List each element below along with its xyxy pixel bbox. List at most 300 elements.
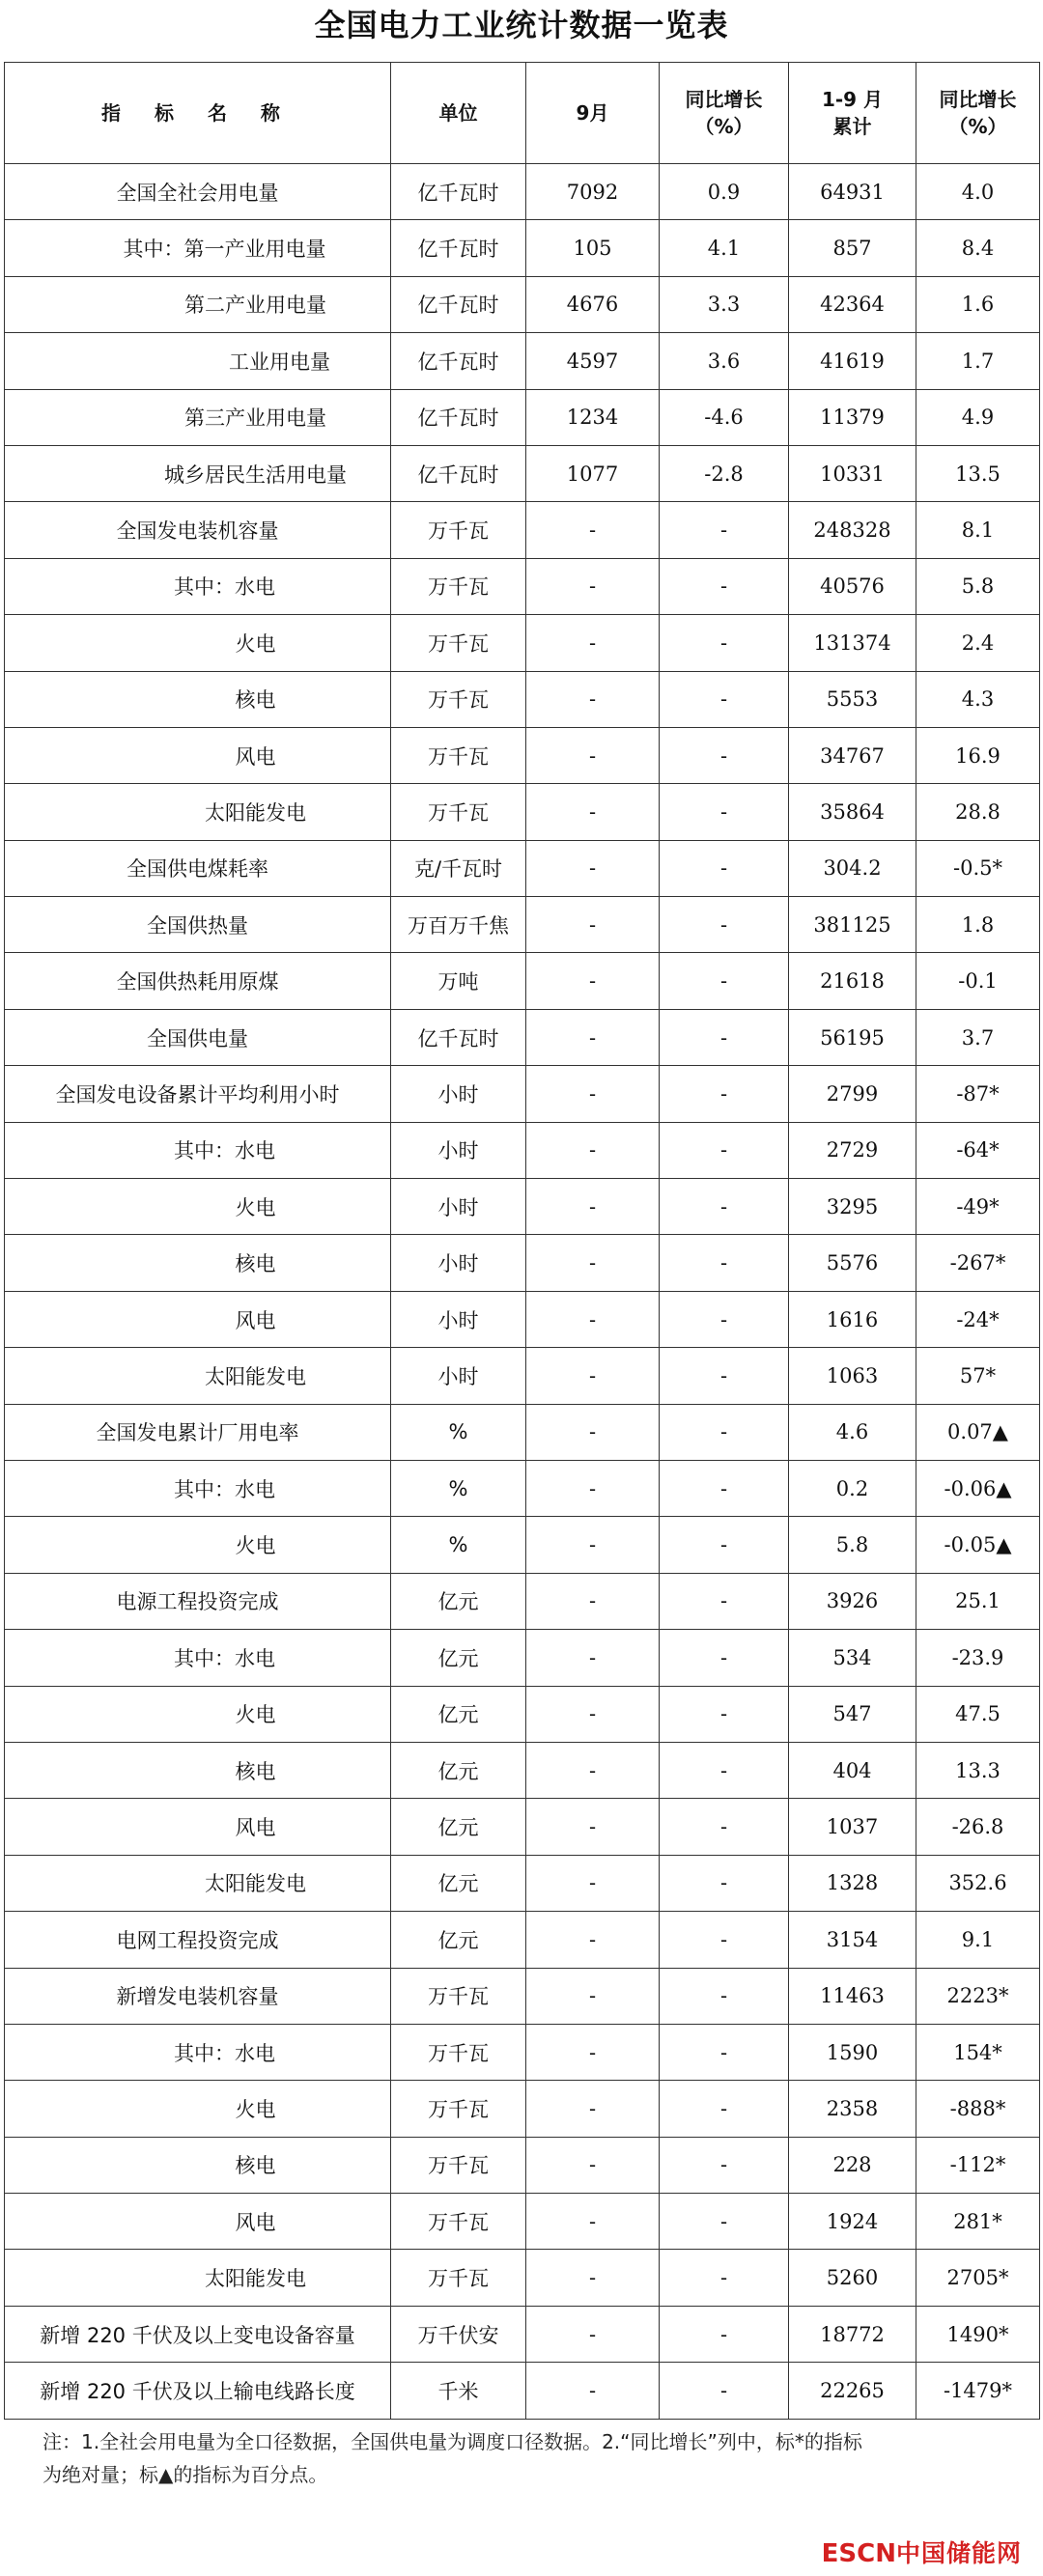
month-value-cell: - [526, 1742, 660, 1798]
month-value-cell: - [526, 1291, 660, 1347]
indicator-name-cell: 全国发电累计厂用电率 [5, 1404, 391, 1460]
cumulative-yoy-cell: -26.8 [916, 1799, 1040, 1855]
unit-cell: 亿元 [391, 1912, 526, 1968]
cumulative-value-cell: 547 [789, 1686, 916, 1742]
month-yoy-cell: - [660, 615, 789, 671]
indicator-name-cell: 工业用电量 [5, 333, 391, 389]
table-row [5, 2024, 1040, 2080]
table-row [5, 1009, 1040, 1065]
month-value-cell: - [526, 2306, 660, 2362]
month-yoy-cell: - [660, 1855, 789, 1911]
table-row [5, 1291, 1040, 1347]
month-value-cell: - [526, 2137, 660, 2193]
cumulative-value-cell: 42364 [789, 276, 916, 332]
footnote-line2: 为绝对量；标▲的指标为百分点。 [42, 2463, 328, 2486]
cumulative-yoy-cell: 13.5 [916, 445, 1040, 501]
month-yoy-cell: - [660, 1517, 789, 1573]
indicator-name-cell: 全国供电量 [5, 1009, 391, 1065]
unit-cell: 万千瓦 [391, 727, 526, 783]
indicator-name-cell: 全国全社会用电量 [5, 164, 391, 220]
indicator-name-cell: 电网工程投资完成 [5, 1912, 391, 1968]
table-row [5, 502, 1040, 558]
page-title: 全国电力工业统计数据一览表 [314, 7, 729, 43]
table-row [5, 1630, 1040, 1686]
indicator-name-cell: 第三产业用电量 [5, 389, 391, 445]
unit-cell: % [391, 1460, 526, 1516]
indicator-name-cell: 其中：水电 [5, 558, 391, 614]
month-value-cell: - [526, 840, 660, 896]
unit-cell: % [391, 1404, 526, 1460]
escn-logo [822, 2537, 1022, 2570]
cumulative-yoy-cell: -23.9 [916, 1630, 1040, 1686]
month-value-cell: - [526, 2024, 660, 2080]
month-value-cell: - [526, 1855, 660, 1911]
table-row [5, 2306, 1040, 2362]
cumulative-yoy-cell: 154* [916, 2024, 1040, 2080]
cumulative-value-cell: 34767 [789, 727, 916, 783]
table-row [5, 1912, 1040, 1968]
cumulative-value-cell: 1037 [789, 1799, 916, 1855]
cumulative-yoy-cell: 47.5 [916, 1686, 1040, 1742]
table-row [5, 1855, 1040, 1911]
table-body [5, 164, 1040, 2420]
table-row [5, 897, 1040, 953]
table-row [5, 220, 1040, 276]
cumulative-value-cell: 1590 [789, 2024, 916, 2080]
cumulative-yoy-cell: 8.1 [916, 502, 1040, 558]
indicator-name-cell: 全国发电装机容量 [5, 502, 391, 558]
month-value-cell: - [526, 615, 660, 671]
indicator-name-cell: 风电 [5, 1291, 391, 1347]
month-yoy-cell: - [660, 897, 789, 953]
month-yoy-cell: - [660, 953, 789, 1009]
cumulative-yoy-cell: 4.3 [916, 671, 1040, 727]
cumulative-value-cell: 1328 [789, 1855, 916, 1911]
month-yoy-cell: - [660, 1291, 789, 1347]
unit-cell: 小时 [391, 1122, 526, 1178]
indicator-name-cell: 火电 [5, 1517, 391, 1573]
indicator-name-cell: 其中：水电 [5, 2024, 391, 2080]
cumulative-yoy-cell: 4.9 [916, 389, 1040, 445]
header-cumulative-yoy-line1: 同比增长 [939, 88, 1017, 111]
cumulative-yoy-cell: -24* [916, 1291, 1040, 1347]
cumulative-value-cell: 41619 [789, 333, 916, 389]
indicator-name-cell: 其中：水电 [5, 1630, 391, 1686]
indicator-name-cell: 火电 [5, 1179, 391, 1235]
table-row [5, 1404, 1040, 1460]
table-row [5, 1799, 1040, 1855]
cumulative-value-cell: 1063 [789, 1348, 916, 1404]
month-value-cell: - [526, 784, 660, 840]
table-row [5, 953, 1040, 1009]
table-row [5, 2363, 1040, 2419]
month-value-cell: - [526, 1179, 660, 1235]
indicator-name-cell: 第二产业用电量 [5, 276, 391, 332]
cumulative-yoy-cell: 2.4 [916, 615, 1040, 671]
cumulative-yoy-cell: 281* [916, 2194, 1040, 2250]
table-row [5, 840, 1040, 896]
unit-cell: 亿千瓦时 [391, 389, 526, 445]
cumulative-yoy-cell: 9.1 [916, 1912, 1040, 1968]
cumulative-yoy-cell: -1479* [916, 2363, 1040, 2419]
unit-cell: 万千瓦 [391, 2081, 526, 2137]
month-value-cell: - [526, 1968, 660, 2024]
cumulative-value-cell: 64931 [789, 164, 916, 220]
header-unit: 单位 [391, 63, 526, 164]
cumulative-yoy-cell: 25.1 [916, 1573, 1040, 1629]
month-yoy-cell: - [660, 1968, 789, 2024]
cumulative-value-cell: 3295 [789, 1179, 916, 1235]
unit-cell: 小时 [391, 1066, 526, 1122]
indicator-name-cell: 风电 [5, 2194, 391, 2250]
unit-cell: 小时 [391, 1348, 526, 1404]
cumulative-yoy-cell: 1.7 [916, 333, 1040, 389]
month-yoy-cell: - [660, 502, 789, 558]
unit-cell: 小时 [391, 1235, 526, 1291]
month-yoy-cell: - [660, 784, 789, 840]
cumulative-yoy-cell: -0.06▲ [916, 1460, 1040, 1516]
cumulative-value-cell: 381125 [789, 897, 916, 953]
cumulative-yoy-cell: 5.8 [916, 558, 1040, 614]
month-value-cell: 4597 [526, 333, 660, 389]
cumulative-value-cell: 228 [789, 2137, 916, 2193]
table-row [5, 1742, 1040, 1798]
cumulative-value-cell: 1924 [789, 2194, 916, 2250]
cumulative-yoy-cell: 16.9 [916, 727, 1040, 783]
table-row [5, 333, 1040, 389]
month-yoy-cell: - [660, 1066, 789, 1122]
cumulative-value-cell: 2729 [789, 1122, 916, 1178]
table-row [5, 1686, 1040, 1742]
indicator-name-cell: 新增发电装机容量 [5, 1968, 391, 2024]
indicator-name-cell: 太阳能发电 [5, 1855, 391, 1911]
month-value-cell: - [526, 1630, 660, 1686]
month-yoy-cell: - [660, 671, 789, 727]
cumulative-yoy-cell: 2705* [916, 2250, 1040, 2306]
indicator-name-cell: 全国供热耗用原煤 [5, 953, 391, 1009]
unit-cell: 亿千瓦时 [391, 164, 526, 220]
month-value-cell: - [526, 1404, 660, 1460]
cumulative-yoy-cell: 0.07▲ [916, 1404, 1040, 1460]
cumulative-value-cell: 3926 [789, 1573, 916, 1629]
cumulative-yoy-cell: 1.6 [916, 276, 1040, 332]
month-yoy-cell: 3.6 [660, 333, 789, 389]
header-month-yoy-line2: （%） [694, 115, 753, 138]
month-value-cell: - [526, 1517, 660, 1573]
cumulative-value-cell: 3154 [789, 1912, 916, 1968]
unit-cell: 万千瓦 [391, 2194, 526, 2250]
cumulative-value-cell: 5260 [789, 2250, 916, 2306]
month-value-cell: 1077 [526, 445, 660, 501]
unit-cell: 千米 [391, 2363, 526, 2419]
unit-cell: 亿元 [391, 1573, 526, 1629]
month-value-cell: - [526, 727, 660, 783]
month-yoy-cell: - [660, 840, 789, 896]
table-row [5, 164, 1040, 220]
cumulative-value-cell: 131374 [789, 615, 916, 671]
indicator-name-cell: 风电 [5, 727, 391, 783]
unit-cell: 克/千瓦时 [391, 840, 526, 896]
indicator-name-cell: 全国供热量 [5, 897, 391, 953]
table-row [5, 1348, 1040, 1404]
unit-cell: 小时 [391, 1291, 526, 1347]
month-value-cell: 4676 [526, 276, 660, 332]
month-yoy-cell: - [660, 2081, 789, 2137]
unit-cell: 万百万千焦 [391, 897, 526, 953]
month-value-cell: - [526, 2250, 660, 2306]
unit-cell: 万千瓦 [391, 502, 526, 558]
unit-cell: 万吨 [391, 953, 526, 1009]
month-yoy-cell: - [660, 727, 789, 783]
month-yoy-cell: - [660, 2363, 789, 2419]
indicator-name-cell: 太阳能发电 [5, 2250, 391, 2306]
unit-cell: 万千瓦 [391, 2250, 526, 2306]
month-yoy-cell: - [660, 2024, 789, 2080]
month-yoy-cell: -4.6 [660, 389, 789, 445]
header-month: 9月 [526, 63, 660, 164]
indicator-name-cell: 其中：水电 [5, 1460, 391, 1516]
table-row [5, 1517, 1040, 1573]
unit-cell: 小时 [391, 1179, 526, 1235]
cumulative-value-cell: 0.2 [789, 1460, 916, 1516]
statistics-table [4, 62, 1040, 2420]
cumulative-yoy-cell: 1490* [916, 2306, 1040, 2362]
table-row [5, 276, 1040, 332]
indicator-name-cell: 全国发电设备累计平均利用小时 [5, 1066, 391, 1122]
table-row [5, 2250, 1040, 2306]
unit-cell: 万千伏安 [391, 2306, 526, 2362]
table-header [5, 63, 1040, 164]
cumulative-value-cell: 18772 [789, 2306, 916, 2362]
cumulative-yoy-cell: -0.05▲ [916, 1517, 1040, 1573]
indicator-name-cell: 火电 [5, 615, 391, 671]
month-yoy-cell: - [660, 2306, 789, 2362]
month-value-cell: - [526, 1235, 660, 1291]
table-row [5, 445, 1040, 501]
unit-cell: 亿千瓦时 [391, 276, 526, 332]
cumulative-value-cell: 2799 [789, 1066, 916, 1122]
table-row [5, 2081, 1040, 2137]
table-row [5, 1968, 1040, 2024]
table-row [5, 615, 1040, 671]
month-yoy-cell: 3.3 [660, 276, 789, 332]
cumulative-value-cell: 1616 [789, 1291, 916, 1347]
cumulative-value-cell: 2358 [789, 2081, 916, 2137]
cumulative-yoy-cell: 352.6 [916, 1855, 1040, 1911]
month-yoy-cell: - [660, 1630, 789, 1686]
footnote [42, 2425, 1008, 2491]
table-row [5, 2194, 1040, 2250]
month-yoy-cell: - [660, 558, 789, 614]
month-value-cell: - [526, 1912, 660, 1968]
table-row [5, 1066, 1040, 1122]
month-value-cell: 1234 [526, 389, 660, 445]
cumulative-yoy-cell: 2223* [916, 1968, 1040, 2024]
cumulative-value-cell: 10331 [789, 445, 916, 501]
unit-cell: 亿元 [391, 1799, 526, 1855]
month-yoy-cell: - [660, 2137, 789, 2193]
table-row [5, 1235, 1040, 1291]
header-cumulative-line1: 1-9 月 [821, 88, 884, 111]
cumulative-value-cell: 304.2 [789, 840, 916, 896]
month-value-cell: - [526, 1009, 660, 1065]
table-row [5, 1122, 1040, 1178]
unit-cell: 万千瓦 [391, 615, 526, 671]
cumulative-value-cell: 5553 [789, 671, 916, 727]
month-yoy-cell: - [660, 2194, 789, 2250]
unit-cell: 亿元 [391, 1686, 526, 1742]
month-value-cell: - [526, 953, 660, 1009]
cumulative-value-cell: 40576 [789, 558, 916, 614]
cumulative-value-cell: 534 [789, 1630, 916, 1686]
header-cumulative [789, 63, 916, 164]
cumulative-yoy-cell: 28.8 [916, 784, 1040, 840]
unit-cell: 亿千瓦时 [391, 1009, 526, 1065]
header-cumulative-yoy-line2: （%） [948, 115, 1007, 138]
header-indicator-name: 指 标 名 称 [5, 63, 391, 164]
indicator-name-cell: 太阳能发电 [5, 784, 391, 840]
logo-latin: ESCN [821, 2539, 896, 2568]
month-value-cell: 105 [526, 220, 660, 276]
header-month-yoy-line1: 同比增长 [685, 88, 763, 111]
cumulative-value-cell: 35864 [789, 784, 916, 840]
table-row [5, 2137, 1040, 2193]
month-value-cell: - [526, 2194, 660, 2250]
indicator-name-cell: 其中：水电 [5, 1122, 391, 1178]
month-yoy-cell: - [660, 1460, 789, 1516]
unit-cell: 亿千瓦时 [391, 333, 526, 389]
cumulative-yoy-cell: 3.7 [916, 1009, 1040, 1065]
unit-cell: 亿元 [391, 1630, 526, 1686]
unit-cell: 万千瓦 [391, 784, 526, 840]
cumulative-value-cell: 5576 [789, 1235, 916, 1291]
month-value-cell: - [526, 1460, 660, 1516]
unit-cell: 万千瓦 [391, 558, 526, 614]
footnote-line1: 注：1.全社会用电量为全口径数据，全国供电量为调度口径数据。2.“同比增长”列中，标*的指标 [42, 2430, 862, 2453]
unit-cell: 亿千瓦时 [391, 220, 526, 276]
month-yoy-cell: - [660, 1122, 789, 1178]
indicator-name-cell: 电源工程投资完成 [5, 1573, 391, 1629]
cumulative-yoy-cell: 4.0 [916, 164, 1040, 220]
month-value-cell: - [526, 1066, 660, 1122]
indicator-name-cell: 火电 [5, 1686, 391, 1742]
indicator-name-cell: 风电 [5, 1799, 391, 1855]
indicator-name-cell: 太阳能发电 [5, 1348, 391, 1404]
table-row [5, 1179, 1040, 1235]
month-yoy-cell: -2.8 [660, 445, 789, 501]
cumulative-yoy-cell: -64* [916, 1122, 1040, 1178]
month-value-cell: - [526, 1799, 660, 1855]
month-yoy-cell: - [660, 1742, 789, 1798]
table-row [5, 558, 1040, 614]
month-value-cell: 7092 [526, 164, 660, 220]
month-yoy-cell: - [660, 1912, 789, 1968]
unit-cell: 亿千瓦时 [391, 445, 526, 501]
header-cumulative-yoy [916, 63, 1040, 164]
unit-cell: 万千瓦 [391, 2137, 526, 2193]
indicator-name-cell: 新增 220 千伏及以上输电线路长度 [5, 2363, 391, 2419]
month-value-cell: - [526, 1348, 660, 1404]
unit-cell: 万千瓦 [391, 2024, 526, 2080]
table-row [5, 671, 1040, 727]
month-value-cell: - [526, 897, 660, 953]
month-value-cell: - [526, 1122, 660, 1178]
cumulative-value-cell: 404 [789, 1742, 916, 1798]
cumulative-yoy-cell: 13.3 [916, 1742, 1040, 1798]
cumulative-value-cell: 5.8 [789, 1517, 916, 1573]
cumulative-value-cell: 857 [789, 220, 916, 276]
cumulative-value-cell: 248328 [789, 502, 916, 558]
month-yoy-cell: - [660, 1348, 789, 1404]
table-row [5, 1573, 1040, 1629]
month-yoy-cell: 0.9 [660, 164, 789, 220]
header-cumulative-line2: 累计 [832, 115, 872, 138]
cumulative-value-cell: 56195 [789, 1009, 916, 1065]
unit-cell: % [391, 1517, 526, 1573]
unit-cell: 亿元 [391, 1742, 526, 1798]
cumulative-yoy-cell: 8.4 [916, 220, 1040, 276]
indicator-name-cell: 火电 [5, 2081, 391, 2137]
indicator-name-cell: 全国供电煤耗率 [5, 840, 391, 896]
month-yoy-cell: 4.1 [660, 220, 789, 276]
indicator-name-cell: 核电 [5, 2137, 391, 2193]
month-yoy-cell: - [660, 1799, 789, 1855]
header-month-yoy [660, 63, 789, 164]
cumulative-yoy-cell: -888* [916, 2081, 1040, 2137]
unit-cell: 亿元 [391, 1855, 526, 1911]
month-value-cell: - [526, 502, 660, 558]
cumulative-value-cell: 4.6 [789, 1404, 916, 1460]
table-row [5, 389, 1040, 445]
cumulative-value-cell: 21618 [789, 953, 916, 1009]
indicator-name-cell: 其中：第一产业用电量 [5, 220, 391, 276]
cumulative-value-cell: 11379 [789, 389, 916, 445]
table-row [5, 784, 1040, 840]
unit-cell: 万千瓦 [391, 1968, 526, 2024]
cumulative-yoy-cell: -0.1 [916, 953, 1040, 1009]
month-yoy-cell: - [660, 1179, 789, 1235]
month-value-cell: - [526, 558, 660, 614]
indicator-name-cell: 新增 220 千伏及以上变电设备容量 [5, 2306, 391, 2362]
table-row [5, 1460, 1040, 1516]
cumulative-yoy-cell: -0.5* [916, 840, 1040, 896]
month-value-cell: - [526, 2081, 660, 2137]
cumulative-value-cell: 11463 [789, 1968, 916, 2024]
cumulative-yoy-cell: 1.8 [916, 897, 1040, 953]
month-yoy-cell: - [660, 1404, 789, 1460]
month-value-cell: - [526, 2363, 660, 2419]
indicator-name-cell: 核电 [5, 1742, 391, 1798]
month-value-cell: - [526, 1686, 660, 1742]
cumulative-value-cell: 22265 [789, 2363, 916, 2419]
month-yoy-cell: - [660, 1686, 789, 1742]
indicator-name-cell: 核电 [5, 671, 391, 727]
month-value-cell: - [526, 1573, 660, 1629]
cumulative-yoy-cell: -87* [916, 1066, 1040, 1122]
cumulative-yoy-cell: -49* [916, 1179, 1040, 1235]
indicator-name-cell: 城乡居民生活用电量 [5, 445, 391, 501]
indicator-name-cell: 核电 [5, 1235, 391, 1291]
month-yoy-cell: - [660, 1009, 789, 1065]
table-row [5, 727, 1040, 783]
cumulative-yoy-cell: 57* [916, 1348, 1040, 1404]
month-yoy-cell: - [660, 2250, 789, 2306]
logo-chinese: 中国储能网 [895, 2539, 1022, 2567]
month-yoy-cell: - [660, 1573, 789, 1629]
cumulative-yoy-cell: -112* [916, 2137, 1040, 2193]
cumulative-yoy-cell: -267* [916, 1235, 1040, 1291]
month-value-cell: - [526, 671, 660, 727]
